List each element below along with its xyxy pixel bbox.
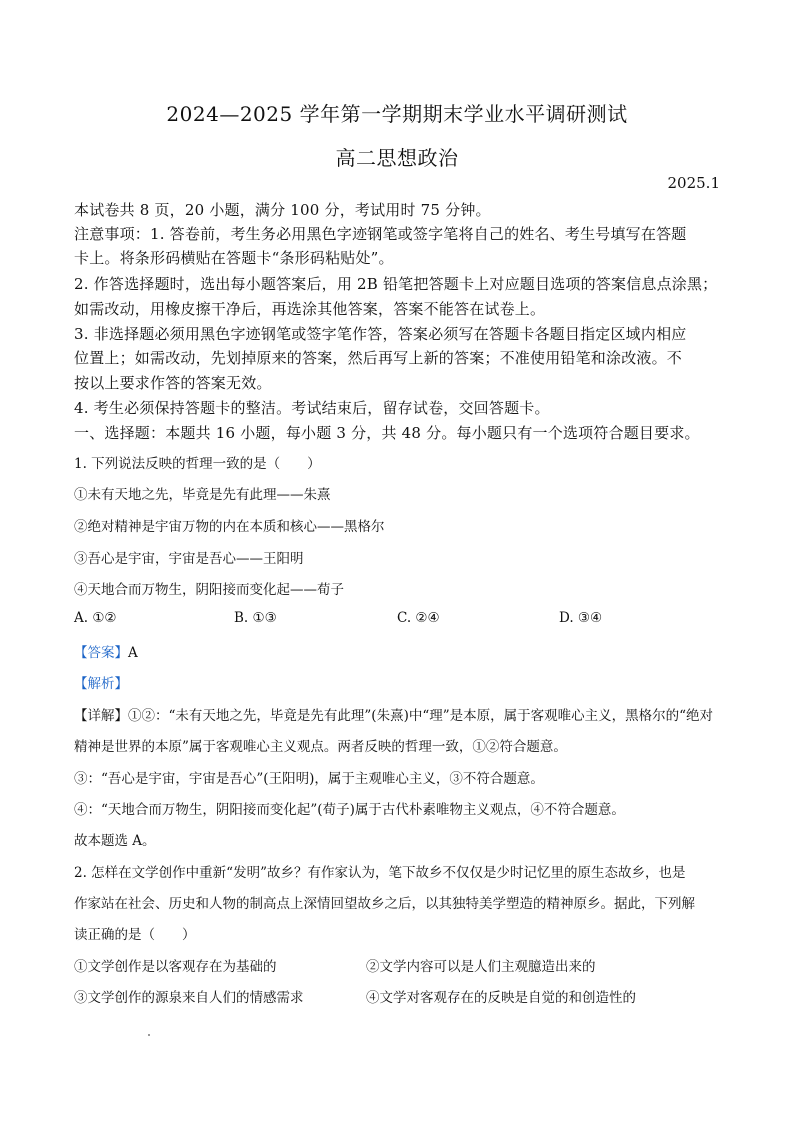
answer-tag: 【答案】 [74, 645, 128, 661]
section-heading: 一、选择题：本题共 16 小题，每小题 3 分，共 48 分。每小题只有一个选项符合题目要求。 [74, 424, 700, 442]
question-2-stem-cont: 作家站在社会、历史和人物的制高点上深情回望故乡之后，以其独特美学塑造的精神原乡。据此，下列解 [74, 896, 695, 912]
question-1-item: ③吾心是宇宙，宇宙是吾心——王阳明 [74, 551, 304, 567]
exam-title: 2024—2025 学年第一学期期末学业水平调研测试 [166, 102, 628, 126]
notice-2: 2. 作答选择题时，选出每小题答案后，用 2B 铅笔把答题卡上对应题目选项的答案信息点涂黑； [74, 275, 718, 293]
detail-line: ③：“吾心是宇宙，宇宙是吾心”(王阳明)，属于主观唯心主义，③不符合题意。 [74, 771, 544, 787]
question-1-item: ④天地合而万物生，阴阳接而变化起——荀子 [74, 582, 344, 598]
detail-line: 【详解】①②：“未有天地之先，毕竟是先有此理”(朱熹)中“理”是本原，属于客观唯心主义，黑格尔的“绝对 [74, 708, 714, 724]
question-1-item: ②绝对精神是宇宙万物的内在本质和核心——黑格尔 [74, 519, 385, 535]
notice-3: 3. 非选择题必须用黑色字迹钢笔或签字笔作答，答案必须写在答题卡各题目指定区域内相应 [74, 325, 687, 343]
question-2-item: ③文学创作的源泉来自人们的情感需求 [74, 990, 304, 1006]
notice-1: 注意事项：1. 答卷前，考生务必用黑色字迹钢笔或签字笔将自己的姓名、考生号填写在答题 [74, 225, 687, 243]
detail-line: 精神是世界的本原”属于客观唯心主义观点。两者反映的哲理一致，①②符合题意。 [74, 739, 567, 755]
question-2-item: ①文学创作是以客观存在为基础的 [74, 959, 277, 975]
notice-3-end: 按以上要求作答的答案无效。 [74, 374, 272, 392]
notice-3-cont: 位置上；如需改动，先划掉原来的答案，然后再写上新的答案；不准使用铅笔和涂改液。不 [74, 349, 683, 367]
question-1-option-c: C. ②④ [397, 610, 440, 626]
analysis-tag: 【解析】 [74, 676, 128, 692]
question-1-stem: 1. 下列说法反映的哲理一致的是（ ） [74, 456, 321, 472]
conclusion-line: 故本题选 A。 [74, 833, 156, 849]
notice-4: 4. 考生必须保持答题卡的整洁。考试结束后，留存试卷，交回答题卡。 [74, 399, 550, 417]
question-1-option-d: D. ③④ [559, 610, 603, 626]
question-1-option-a: A. ①② [74, 610, 117, 626]
question-1-item: ①未有天地之先，毕竟是先有此理——朱熹 [74, 487, 331, 503]
detail-line: ④：“天地合而万物生，阴阳接而变化起”(荀子)属于古代朴素唯物主义观点，④不符合题意。 [74, 802, 625, 818]
question-2-item: ②文学内容可以是人们主观臆造出来的 [366, 959, 596, 975]
answer-line [74, 641, 138, 661]
question-2-stem-end: 读正确的是（ ） [74, 927, 196, 943]
answer-value: A [128, 645, 138, 661]
intro-line: 本试卷共 8 页，20 小题，满分 100 分，考试用时 75 分钟。 [74, 201, 491, 219]
question-1-option-b: B. ①③ [234, 610, 277, 626]
exam-subject: 高二思想政治 [335, 146, 459, 170]
notice-2-cont: 如需改动，用橡皮擦干净后，再选涂其他答案，答案不能答在试卷上。 [74, 300, 546, 318]
exam-date: 2025.1 [667, 174, 720, 192]
scan-speck [148, 1034, 150, 1036]
question-2-item: ④文学对客观存在的反映是自觉的和创造性的 [366, 990, 636, 1006]
question-2-stem: 2. 怎样在文学创作中重新“发明”故乡？有作家认为，笔下故乡不仅仅是少时记忆里的原生态故乡，也是 [74, 865, 686, 881]
notice-1-cont: 卡上。将条形码横贴在答题卡“条形码粘贴处”。 [74, 249, 394, 267]
